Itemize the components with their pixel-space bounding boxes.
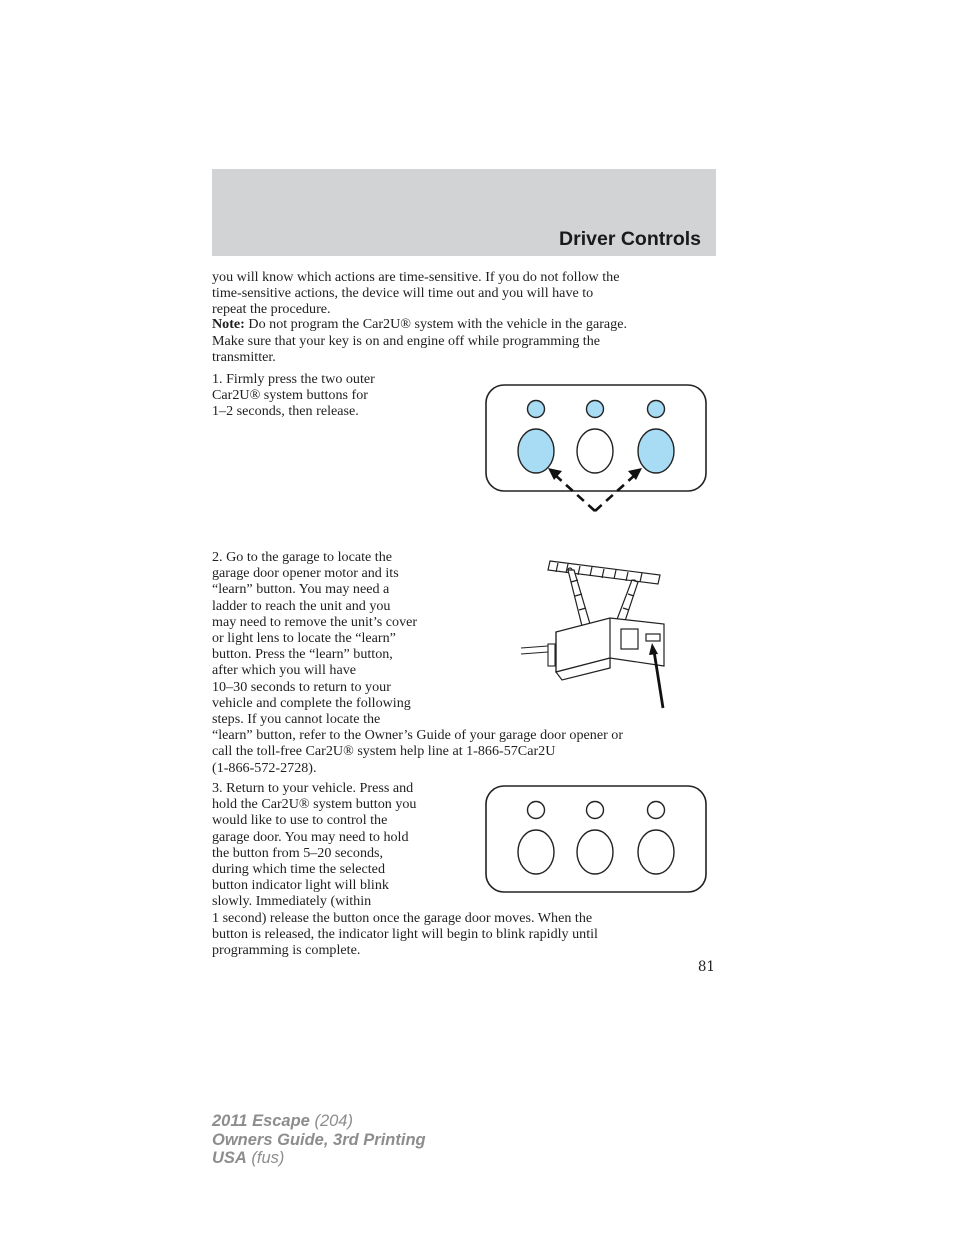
text-line: garage door. You may need to hold [212, 828, 409, 845]
text-line: steps. If you cannot locate the [212, 711, 381, 728]
text-line: programming is complete. [212, 942, 361, 959]
text-line: 3. Return to your vehicle. Press and [212, 780, 414, 796]
note-label: Note: [212, 316, 245, 332]
section-title: Driver Controls [559, 228, 701, 250]
footer-market-code: (fus) [246, 1149, 285, 1168]
text-line: during which time the selected [212, 861, 385, 878]
light-lens [621, 629, 638, 649]
text-line: or light lens to locate the “learn” [212, 630, 396, 647]
text-line: transmitter. [212, 349, 276, 366]
footer-line-2 [212, 1131, 426, 1150]
motor-shaft [521, 644, 555, 666]
text-line: button is released, the indicator light will begin to blink rapidly until [212, 925, 598, 942]
learn-button [646, 634, 660, 641]
footer-line-3 [212, 1149, 426, 1168]
text-line: button indicator light will blink [212, 877, 389, 894]
text-line: garage door opener motor and its [212, 565, 399, 582]
text-line: may need to remove the unit’s cover [212, 613, 418, 630]
text-line: time-sensitive actions, the device will time out and you will have to [212, 285, 594, 302]
indicator-light-middle [587, 802, 604, 819]
button-right-highlighted [638, 429, 674, 473]
note-paragraph [212, 316, 716, 366]
button-middle [577, 830, 613, 874]
text-line: Make sure that your key is on and engine off while programming the [212, 333, 601, 350]
text-line: “learn” button. You may need a [212, 581, 390, 598]
text-line: 2. Go to the garage to locate the [212, 549, 393, 565]
text-line: button. Press the “learn” button, [212, 646, 393, 663]
text-line: the button from 5–20 seconds, [212, 844, 384, 861]
button-left-highlighted [518, 429, 554, 473]
text-line: 1. Firmly press the two outer [212, 371, 375, 387]
note-text: Do not program the Car2U® system with the vehicle in the garage. [244, 316, 628, 332]
indicator-light-middle [587, 401, 604, 418]
text-line: Car2U® system buttons for [212, 387, 368, 404]
button-left [518, 830, 554, 874]
step-1-paragraph [212, 371, 472, 420]
text-line: slowly. Immediately (within [212, 893, 372, 910]
text-line: hold the Car2U® system button you [212, 796, 417, 813]
intro-paragraph [212, 269, 716, 318]
text-line: vehicle and complete the following [212, 694, 411, 711]
mounting-brackets [568, 570, 638, 626]
garage-door-opener-illustration [518, 558, 668, 710]
opener-rail [548, 561, 660, 584]
text-line: “learn” button, refer to the Owner’s Guide of your garage door opener or [212, 727, 624, 744]
button-middle [577, 429, 613, 473]
footer-market: USA [212, 1149, 247, 1168]
indicator-light-right [648, 802, 665, 819]
text-line: (1-866-572-2728). [212, 759, 317, 776]
text-line: you will know which actions are time-sensitive. If you do not follow the [212, 269, 620, 285]
footer-model: 2011 Escape [212, 1112, 310, 1130]
document-footer [212, 1112, 426, 1168]
text-line: repeat the procedure. [212, 301, 331, 318]
text-line: ladder to reach the unit and you [212, 597, 391, 614]
note-first-line [212, 316, 716, 332]
footer-line-1 [212, 1112, 426, 1131]
indicator-light-left [528, 401, 545, 418]
indicator-light-left [528, 802, 545, 819]
text-line: call the toll-free Car2U® system help line at 1-866-57Car2U [212, 743, 556, 760]
text-line: 1–2 seconds, then release. [212, 403, 359, 420]
car2u-buttons-outer-highlighted-illustration [484, 383, 709, 515]
text-line: would like to use to control the [212, 812, 388, 829]
footer-edition: Owners Guide, 3rd Printing [212, 1130, 426, 1149]
header-band [212, 169, 716, 256]
car2u-buttons-illustration [484, 784, 709, 894]
footer-model-code: (204) [309, 1112, 353, 1130]
motor-unit [556, 618, 664, 680]
button-right [638, 830, 674, 874]
page-number: 81 [697, 959, 715, 975]
text-line: after which you will have [212, 662, 357, 679]
indicator-light-right [648, 401, 665, 418]
text-line: 1 second) release the button once the garage door moves. When the [212, 909, 593, 926]
text-line: 10–30 seconds to return to your [212, 678, 391, 695]
